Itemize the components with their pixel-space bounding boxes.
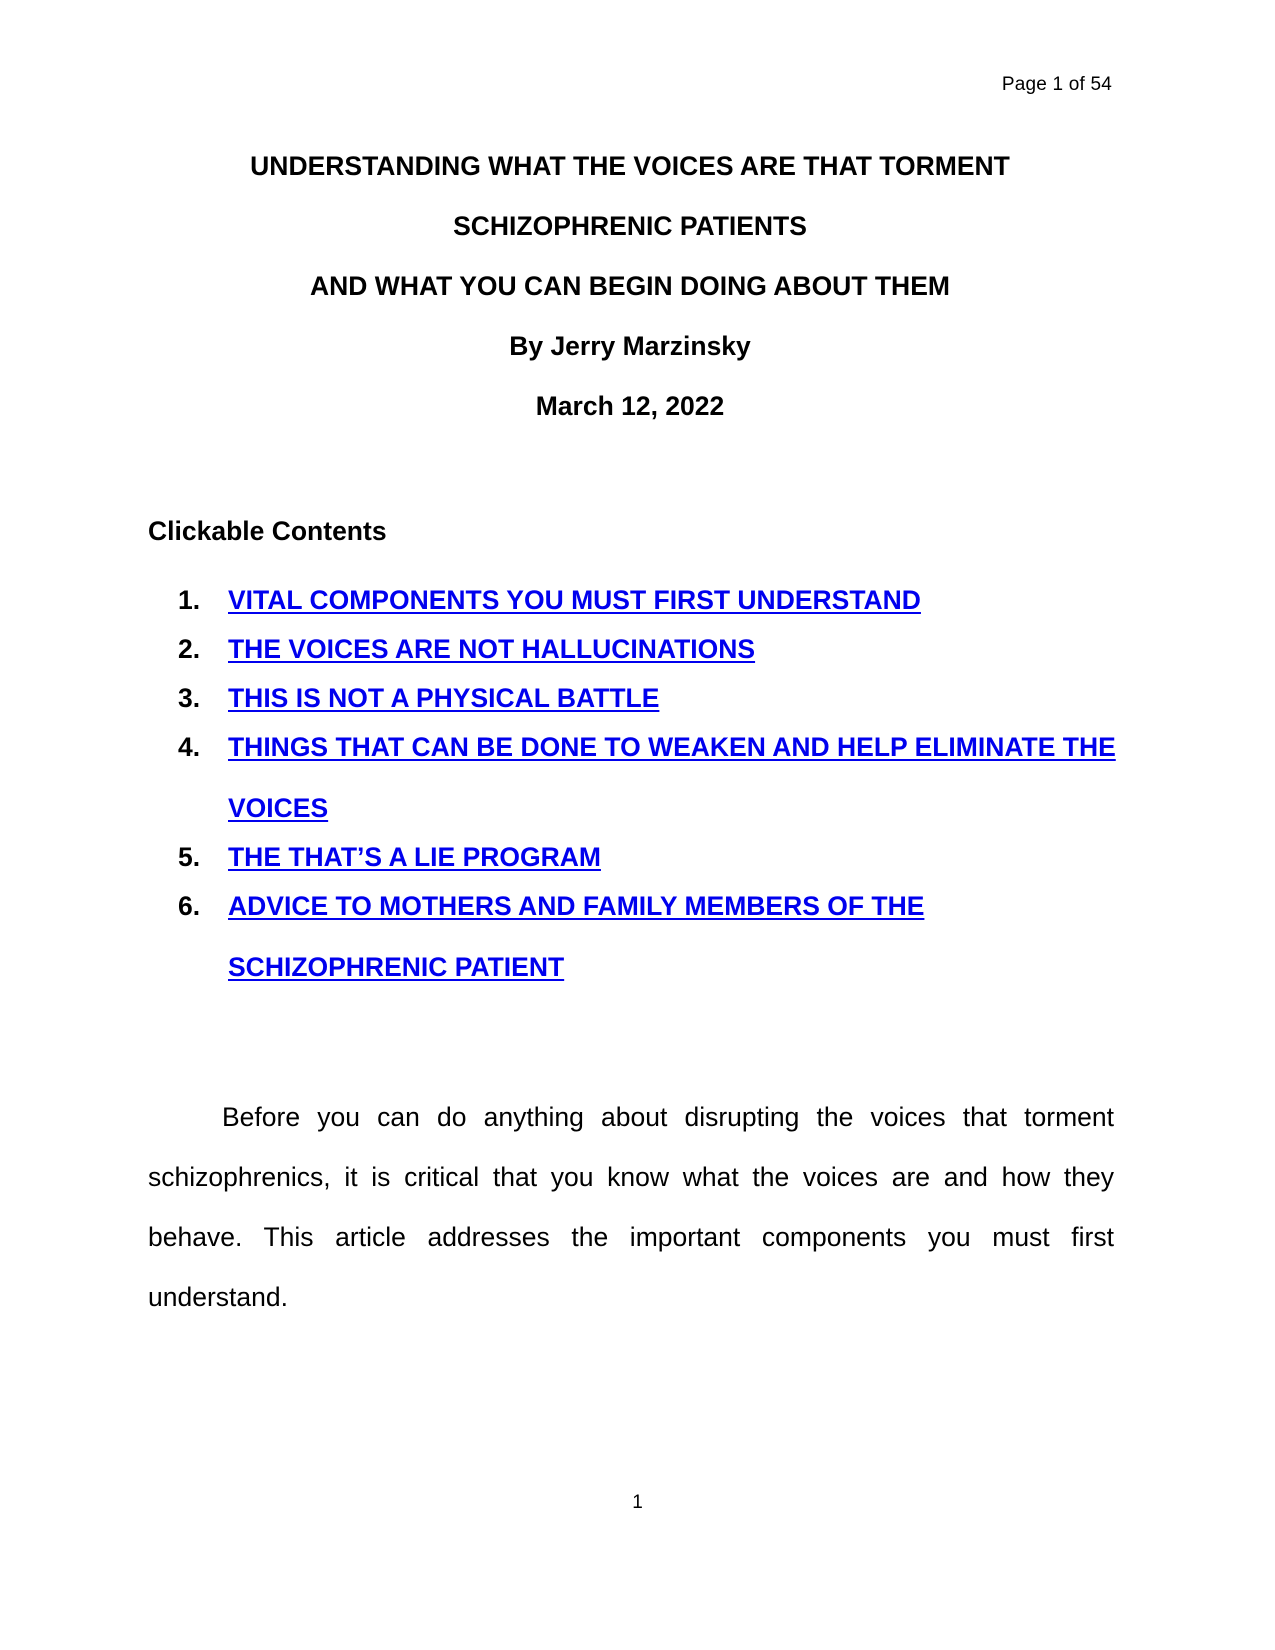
title-block (150, 146, 1110, 446)
toc-link-not-hallucinations[interactable]: THE VOICES ARE NOT HALLUCINATIONS (228, 634, 756, 664)
page-header: Page 1 of 54 (1001, 74, 1112, 95)
author-line: By Jerry Marzinsky (509, 331, 751, 361)
toc-item-number: 3. (178, 683, 201, 713)
toc-item-number: 2. (178, 634, 201, 664)
page-number: 1 (632, 1492, 643, 1513)
title-line-1: UNDERSTANDING WHAT THE VOICES ARE THAT TORMENT (250, 151, 1010, 181)
toc-heading: Clickable Contents (148, 516, 387, 546)
toc-link-vital-components[interactable]: VITAL COMPONENTS YOU MUST FIRST UNDERSTAND (228, 585, 921, 615)
toc-item (178, 717, 1118, 839)
toc-item-number: 6. (178, 891, 201, 921)
toc-item-number: 4. (178, 732, 201, 762)
intro-paragraph: Before you can do anything about disrupting the voices that torment schizophrenics, it is critical that you know what the voices are and how they behave. This article addresses the important components you must first understand. (148, 1102, 1114, 1312)
toc-link-advice-to-mothers[interactable]: ADVICE TO MOTHERS AND FAMILY MEMBERS OF THE SCHIZOPHRENIC PATIENT (228, 891, 925, 982)
title-line-2: SCHIZOPHRENIC PATIENTS (453, 211, 807, 241)
title-line-3: AND WHAT YOU CAN BEGIN DOING ABOUT THEM (310, 271, 950, 301)
table-of-contents (178, 570, 1118, 998)
toc-item-number: 1. (178, 585, 201, 615)
toc-link-thats-a-lie-program[interactable]: THE THAT’S A LIE PROGRAM (228, 842, 601, 872)
toc-link-not-physical-battle[interactable]: THIS IS NOT A PHYSICAL BATTLE (228, 683, 660, 713)
date-line: March 12, 2022 (535, 391, 725, 421)
toc-link-weaken-voices[interactable]: THINGS THAT CAN BE DONE TO WEAKEN AND HELP ELIMINATE THE VOICES (228, 732, 1116, 823)
toc-item-number: 5. (178, 842, 201, 872)
toc-item (178, 876, 1118, 998)
